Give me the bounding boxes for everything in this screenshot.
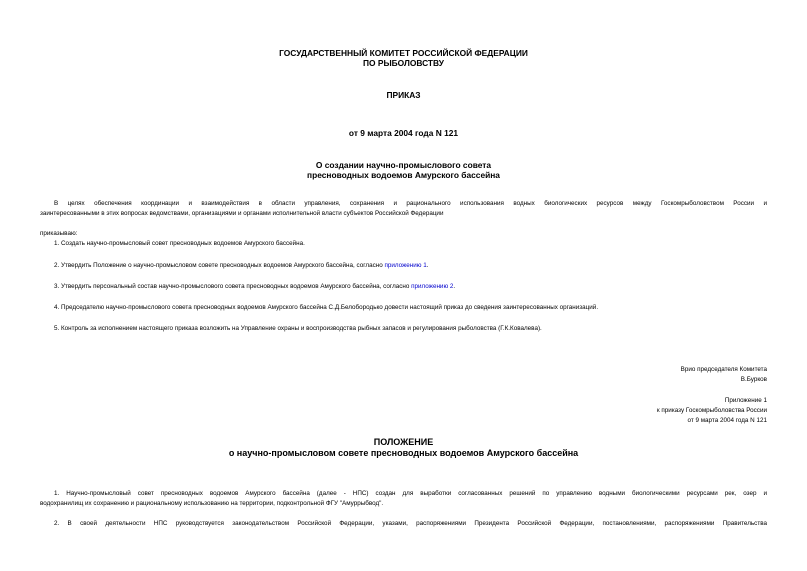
- org-name-line1: ГОСУДАРСТВЕННЫЙ КОМИТЕТ РОССИЙСКОЙ ФЕДЕРАЦИИ: [279, 48, 528, 58]
- order-word: приказываю:: [40, 230, 78, 237]
- order-item-2-text: 2. Утвердить Положение о научно-промысловом совете пресноводных водоемов Амурского бассейна, согласно: [54, 262, 385, 269]
- order-item-5: 5. Контроль за исполнением настоящего приказа возложить на Управление охраны и воспроизводства рыбных запасов и регулирования рыболовства (Г.К.Ковалева).: [54, 325, 542, 332]
- appendix-p2-line1: 2. В своей деятельности НПС руководствуется законодательством Российской Федерации, указами, распоряжениями Президента Российской Федерации, постановлениями, распоряжениями Правительства: [54, 520, 767, 527]
- order-item-2: [54, 262, 429, 270]
- order-item-2-period: .: [426, 262, 429, 269]
- appendix-ref: к приказу Госкомрыболовства России: [656, 407, 767, 414]
- order-item-3: [54, 283, 455, 291]
- order-item-3-text: 3. Утвердить персональный состав научно-промыслового совета пресноводных водоемов Амурского бассейна, согласно: [54, 283, 412, 290]
- doc-type: ПРИКАЗ: [386, 90, 421, 100]
- appendix-1-link[interactable]: приложению 1: [384, 262, 427, 269]
- appendix-2-link[interactable]: приложению 2: [411, 283, 454, 290]
- appendix-label: Приложение 1: [724, 397, 767, 404]
- appendix-title: ПОЛОЖЕНИЕ: [373, 437, 434, 447]
- doc-date: от 9 марта 2004 года N 121: [348, 128, 459, 138]
- order-item-1: 1. Создать научно-промысловый совет пресноводных водоемов Амурского бассейна.: [54, 240, 305, 247]
- appendix-p1-line1: 1. Научно-промысловый совет пресноводных водоемов Амурского бассейна (далее - НПС) создан для выработки согласованных решений по управлению водными биологическими ресурсами рек, озер и: [54, 490, 767, 497]
- signer-name: В.Бурков: [740, 376, 767, 383]
- order-item-4: 4. Председателю научно-промыслового совета пресноводных водоемов Амурского бассейна С.Д.Белобородько довести настоящий приказ до сведения заинтересованных организаций.: [54, 304, 599, 311]
- doc-title-line1: О создании научно-промыслового совета: [315, 160, 492, 170]
- appendix-subtitle: о научно-промысловом совете пресноводных водоемов Амурского бассейна: [228, 448, 579, 458]
- doc-title-line2: пресноводных водоемов Амурского бассейна: [307, 170, 500, 180]
- org-name-line2: ПО РЫБОЛОВСТВУ: [363, 58, 444, 68]
- appendix-p1-line2: водохранилищ их сохранению и рациональному использованию на территории, подконтрольной ФГУ "Амуррыбвод".: [40, 500, 384, 507]
- preamble-line2: заинтересованными в этих вопросах ведомствами, организациями и органами исполнительной власти субъектов Российской Федерации: [40, 210, 444, 217]
- signer-position: Врио председателя Комитета: [680, 366, 767, 373]
- appendix-date: от 9 марта 2004 года N 121: [687, 417, 767, 424]
- preamble-line1: В целях обеспечения координации и взаимодействия в области управления, сохранения и рационального использования водных биологических ресурсов между Госкомрыболовством России и: [54, 200, 767, 207]
- order-item-3-period: .: [453, 283, 456, 290]
